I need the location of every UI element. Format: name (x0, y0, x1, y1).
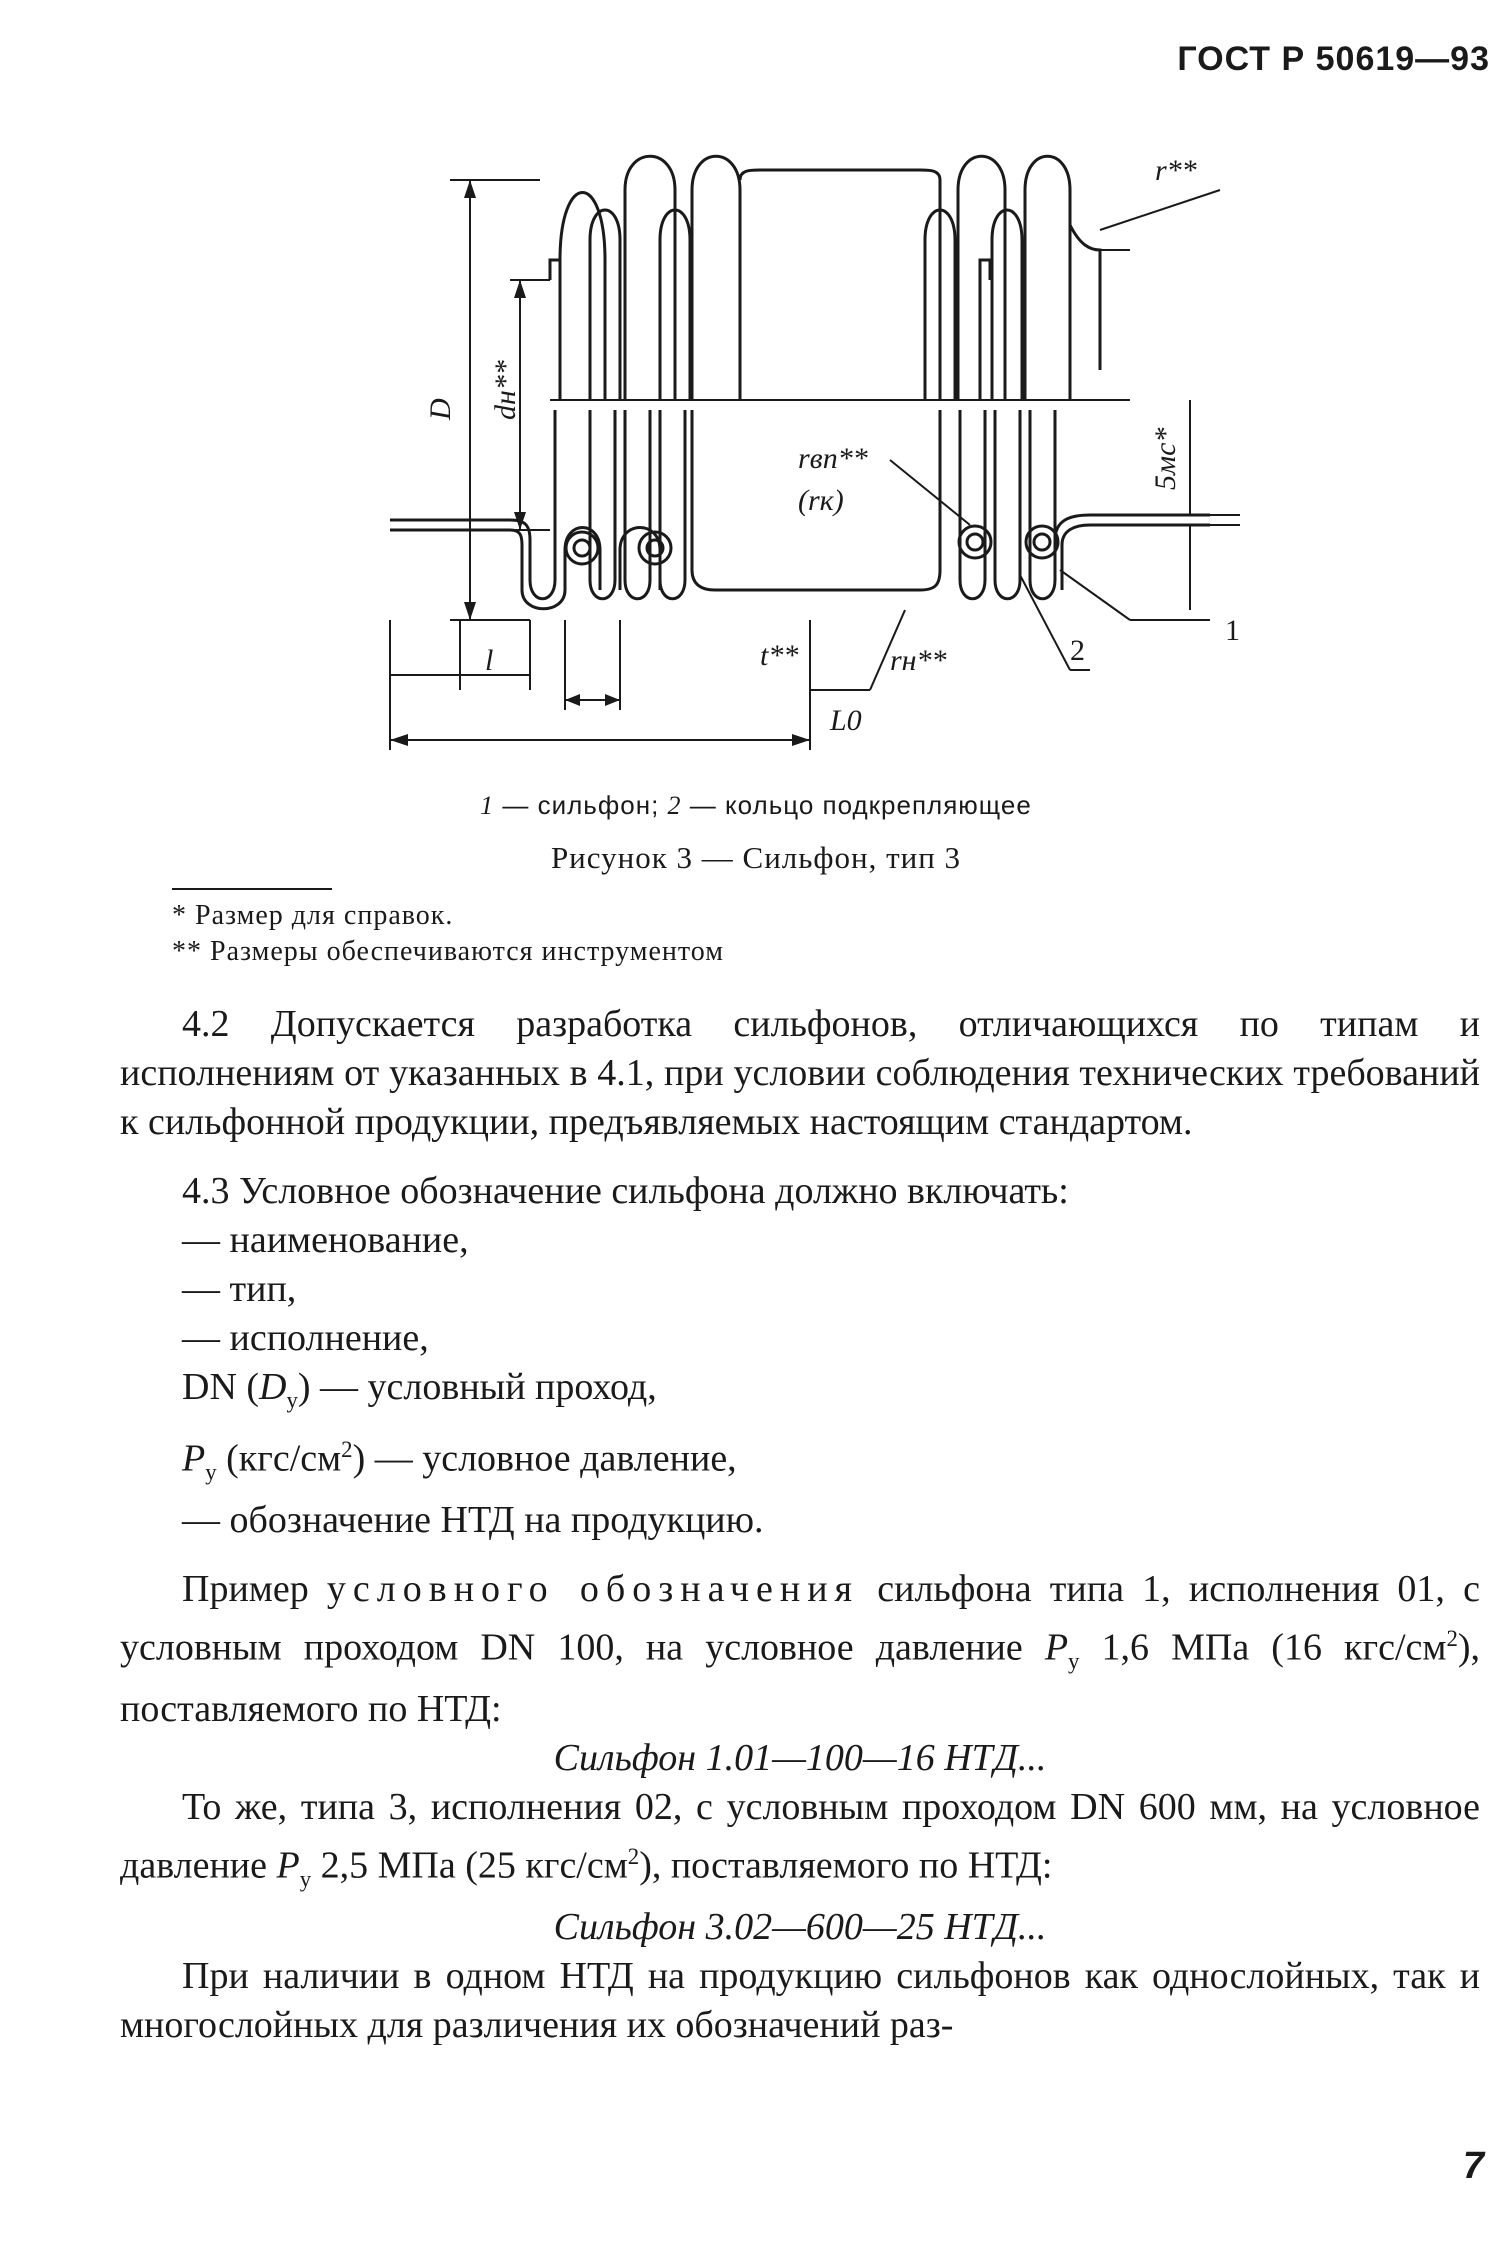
footnote-rule (172, 888, 332, 890)
label-rvn: rвп** (798, 442, 868, 475)
document-header: ГОСТ Р 50619—93 (1177, 40, 1490, 78)
bellows-drawing (424, 150, 1260, 750)
list-item: — наименование, (182, 1219, 469, 1261)
label-smc: 5мс* (1149, 427, 1182, 490)
paragraph-4-3: 4.3 Условное обозначение сильфона должно включать: (182, 1170, 1069, 1212)
example-paragraph-2: То же, типа 3, исполнения 02, с условным проходом DN 600 мм, на условное давление $P_у$ 2,5 МПа (25 кгс/$см^2$), поставляемого по НТД: (120, 1786, 1480, 1892)
label-rn: rн** (890, 644, 947, 677)
example-code-2: Сильфон 3.02—600—25 НТД... (553, 1906, 1047, 1949)
label-rk: (rк) (798, 484, 844, 517)
label-2: 2 (1070, 634, 1085, 667)
label-L0: L0 (830, 704, 862, 737)
figure-title: Рисунок 3 — Сильфон, тип 3 (550, 840, 962, 875)
list-item: — обозначение НТД на продукцию. (182, 1498, 764, 1541)
list-item: DN $(D_у)$ — условный проход, (182, 1366, 657, 1413)
list-item: — тип, (182, 1268, 297, 1310)
paragraph-4-2: 4.2 Допускается разработка сильфонов, отличающихся по типам и исполнениям от указанных в 4.1, при условии соблюдения технических требований к сильфонной продукции, предъявляемых настоящим стандартом. (120, 1003, 1480, 1143)
paragraph-last: При наличии в одном НТД на продукцию сильфонов как однослойных, так и многослойных для различения их обозначений раз- (120, 1955, 1480, 2047)
label-l: l (485, 644, 494, 677)
page-number: 7 (1462, 2145, 1484, 2187)
figure-legend: 1 — сильфон; 2 — кольцо подкрепляющее (480, 790, 1032, 820)
example-code-1: Сильфон 1.01—100—16 НТД... (553, 1737, 1047, 1780)
label-r-top: r** (1155, 154, 1197, 187)
label-1: 1 (1225, 614, 1240, 647)
list-item: — исполнение, (182, 1317, 429, 1359)
label-dn: dн** (489, 360, 522, 420)
footnotes (172, 898, 724, 970)
footnote-1: * Размер для справок. (172, 900, 454, 931)
example-paragraph-1: Пример условного обозначения сильфона типа 1, исполнения 01, с условным проходом DN 100, на условное давление $P_у$ 1,6 МПа (16 кгс/$см^2$), поставляемого по НТД: (120, 1567, 1481, 1731)
list-item: $P_у$ $(кгс/см^2)$ — условное давление, (182, 1436, 737, 1484)
body-text (120, 1000, 1480, 2050)
footnote-2: ** Размеры обеспечиваются инструментом (172, 936, 724, 967)
label-D: D (424, 398, 457, 420)
label-t: t** (760, 639, 799, 672)
